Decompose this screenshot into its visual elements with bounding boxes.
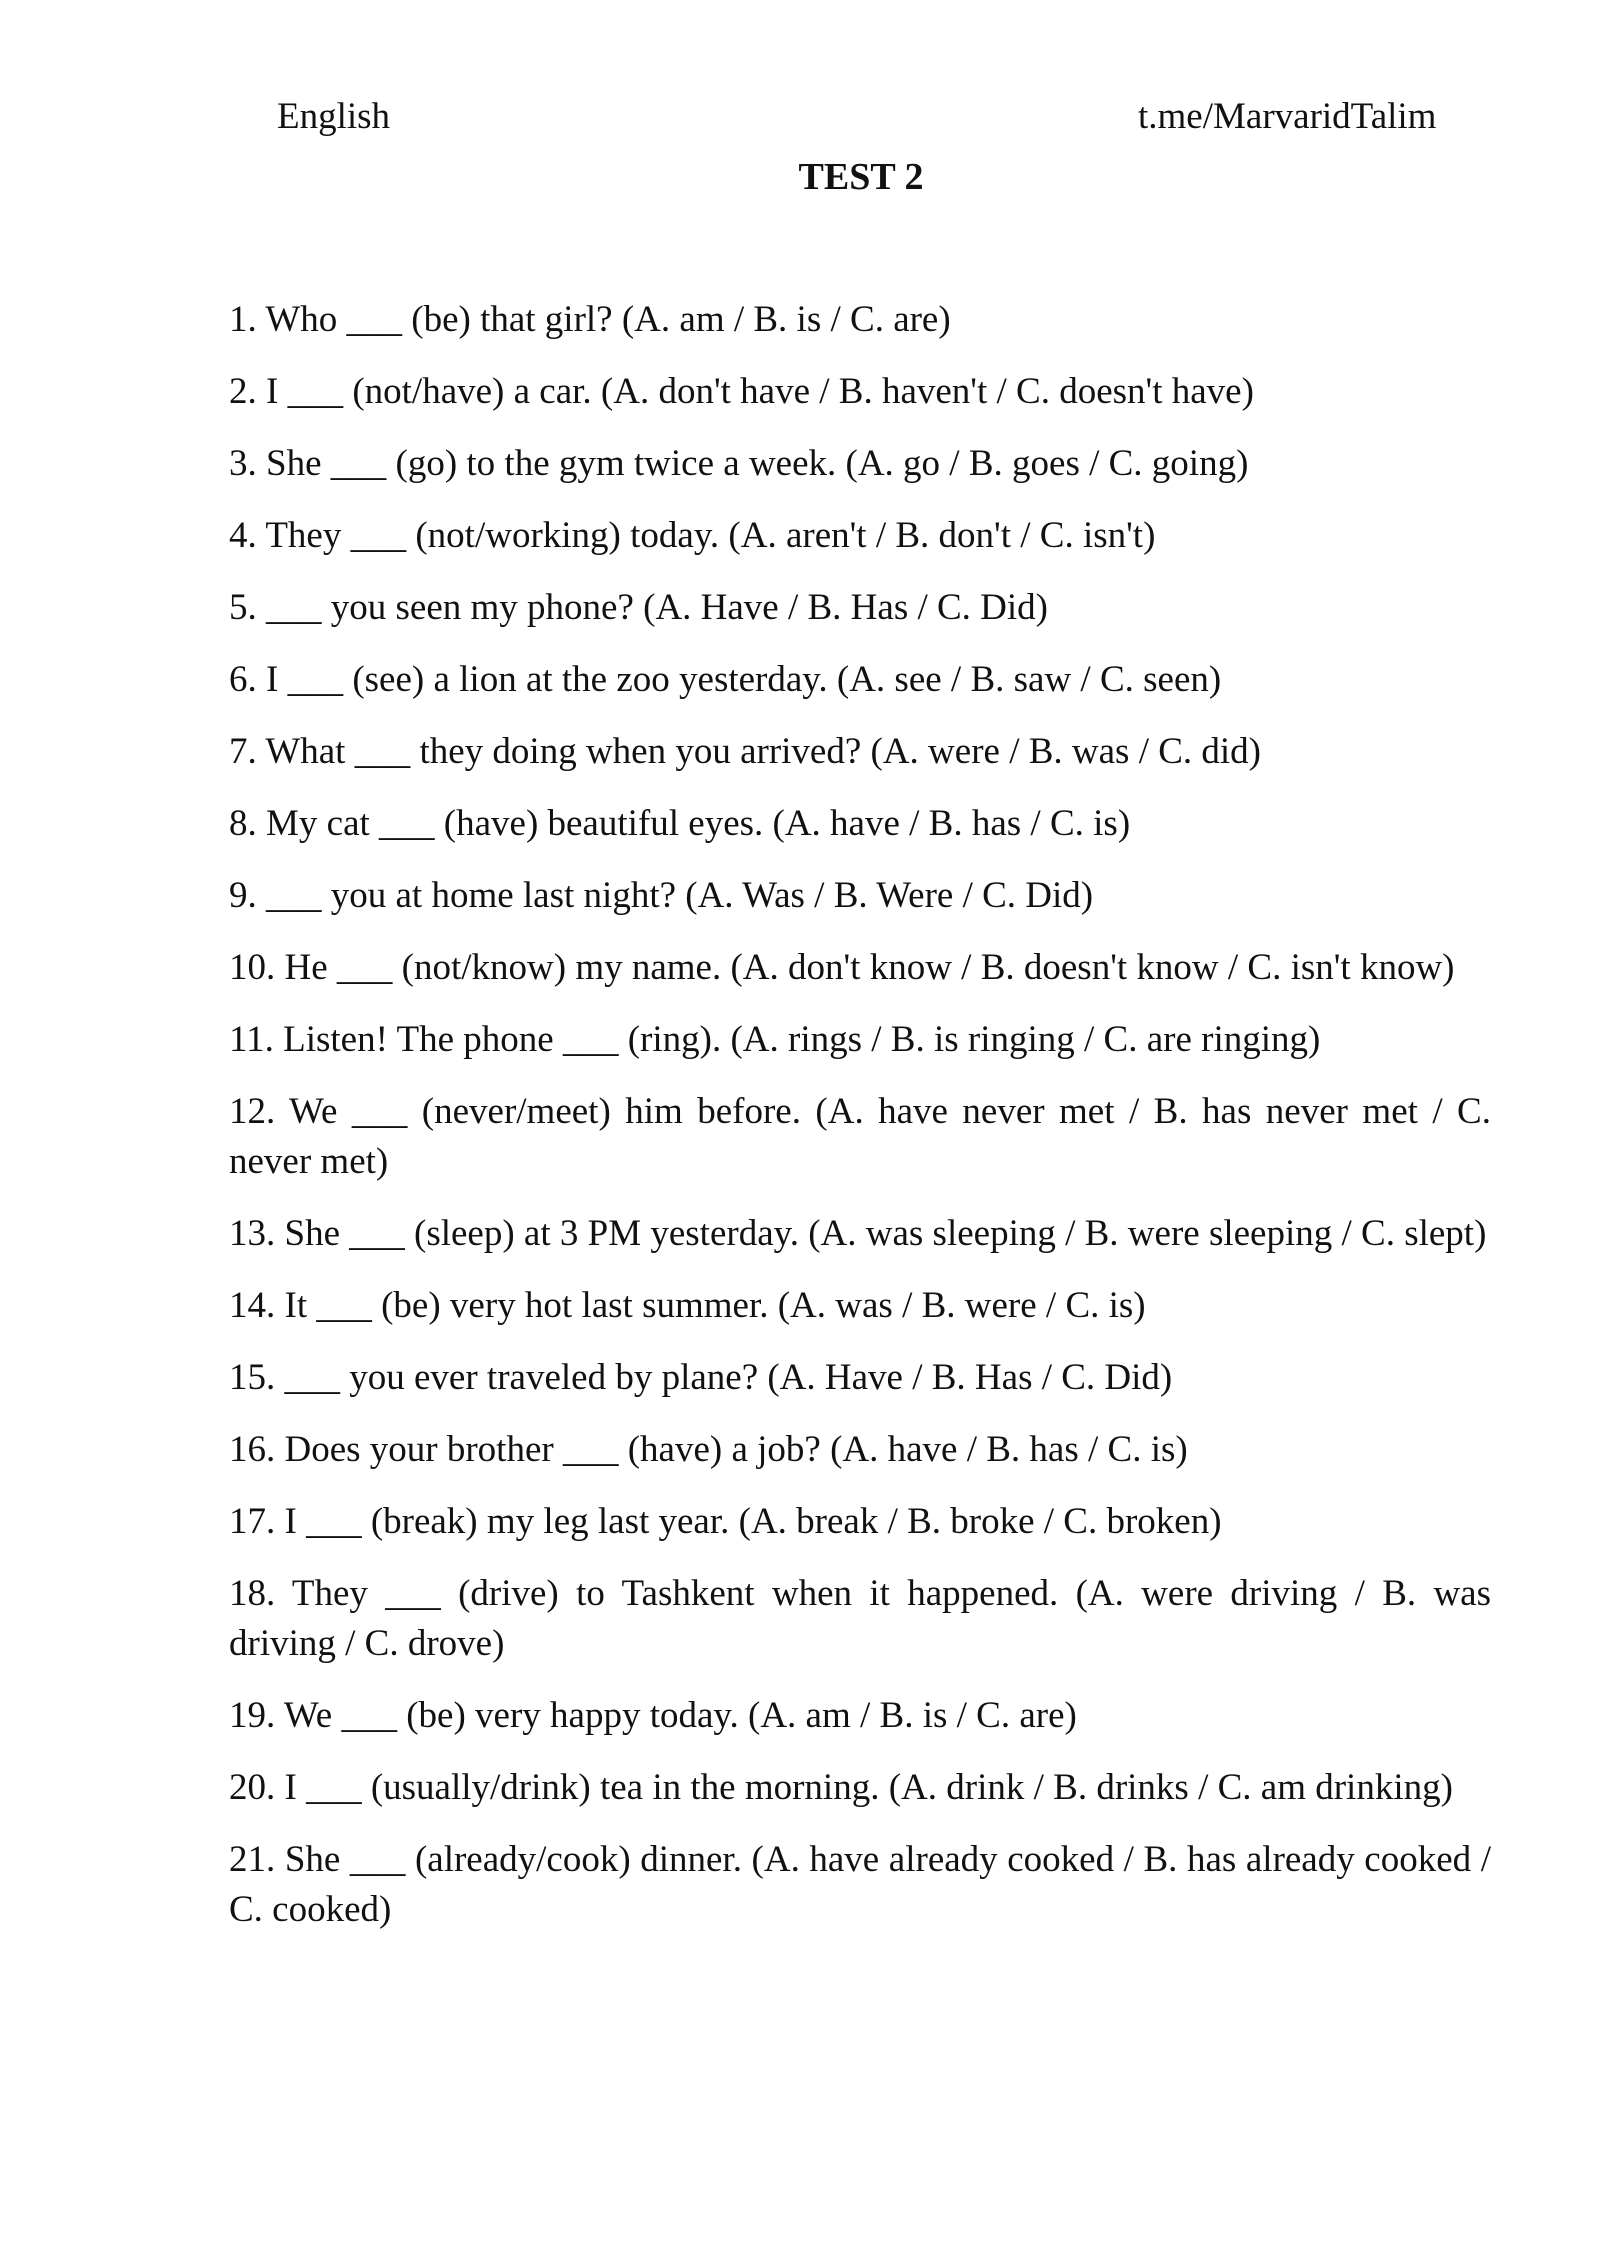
question-list: [229, 295, 1491, 1957]
question-1: 1. Who ___ (be) that girl? (A. am / B. is / C. are): [229, 299, 951, 340]
question-21: 21. She ___ (already/cook) dinner. (A. have already cooked / B. has already cooked / C. cooked): [229, 1839, 1491, 1930]
question-18: 18. They ___ (drive) to Tashkent when it happened. (A. were driving / B. was driving / C. drove): [229, 1573, 1491, 1664]
question-20: 20. I ___ (usually/drink) tea in the morning. (A. drink / B. drinks / C. am drinking): [229, 1767, 1453, 1808]
question-9: 9. ___ you at home last night? (A. Was / B. Were / C. Did): [229, 875, 1094, 916]
question-5: 5. ___ you seen my phone? (A. Have / B. Has / C. Did): [229, 587, 1049, 628]
question-10: 10. He ___ (not/know) my name. (A. don't know / B. doesn't know / C. isn't know): [229, 947, 1455, 988]
header-subject: English: [277, 96, 391, 137]
question-15: 15. ___ you ever traveled by plane? (A. Have / B. Has / C. Did): [229, 1357, 1173, 1398]
question-12: 12. We ___ (never/meet) him before. (A. have never met / B. has never met / C. never met): [229, 1091, 1491, 1182]
question-11: 11. Listen! The phone ___ (ring). (A. rings / B. is ringing / C. are ringing): [229, 1019, 1321, 1060]
question-19: 19. We ___ (be) very happy today. (A. am / B. is / C. are): [229, 1695, 1077, 1736]
question-2: 2. I ___ (not/have) a car. (A. don't have / B. haven't / C. doesn't have): [229, 371, 1254, 412]
question-14: 14. It ___ (be) very hot last summer. (A. was / B. were / C. is): [229, 1285, 1146, 1326]
question-17: 17. I ___ (break) my leg last year. (A. break / B. broke / C. broken): [229, 1501, 1222, 1542]
question-3: 3. She ___ (go) to the gym twice a week. (A. go / B. goes / C. going): [229, 443, 1249, 484]
question-16: 16. Does your brother ___ (have) a job? (A. have / B. has / C. is): [229, 1429, 1188, 1470]
question-8: 8. My cat ___ (have) beautiful eyes. (A. have / B. has / C. is): [229, 803, 1131, 844]
question-13: 13. She ___ (sleep) at 3 PM yesterday. (A. was sleeping / B. were sleeping / C. slept): [229, 1213, 1487, 1254]
question-6: 6. I ___ (see) a lion at the zoo yesterday. (A. see / B. saw / C. seen): [229, 659, 1222, 700]
header-channel: t.me/MarvaridTalim: [1138, 96, 1437, 137]
page-title: TEST 2: [798, 156, 924, 198]
question-4: 4. They ___ (not/working) today. (A. aren't / B. don't / C. isn't): [229, 515, 1156, 556]
question-7: 7. What ___ they doing when you arrived? (A. were / B. was / C. did): [229, 731, 1262, 772]
